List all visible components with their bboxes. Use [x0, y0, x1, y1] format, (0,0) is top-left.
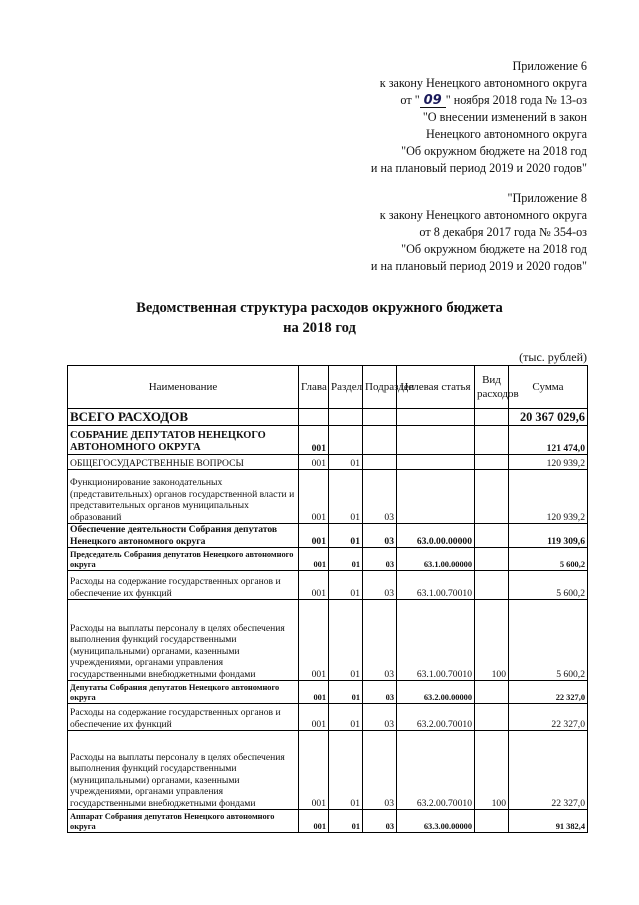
header-name: Наименование: [68, 366, 299, 409]
cell-podrazdel: [363, 455, 397, 470]
table-row: [68, 571, 588, 600]
cell-vid: [475, 524, 509, 548]
appendix-line-date: от " 09 " ноября 2018 года № 13-оз: [400, 93, 587, 108]
cell-target: 63.2.00.00000: [397, 681, 475, 704]
cell-sum: 121 474,0: [509, 426, 588, 455]
cell-sum: 119 309,6: [509, 524, 588, 548]
cell-podrazdel: [363, 426, 397, 455]
cell-razdel: 01: [329, 571, 363, 600]
cell-vid: [475, 470, 509, 524]
cell-name: Функционирование законодательных (представительных) органов государственной власти и представительных органов муниципальных образований: [68, 470, 299, 524]
cell-target: [397, 426, 475, 455]
cell-podrazdel: 03: [363, 731, 397, 810]
cell-razdel: [329, 409, 363, 426]
cell-sum: 5 600,2: [509, 600, 588, 681]
cell-vid: [475, 426, 509, 455]
cell-razdel: 01: [329, 455, 363, 470]
cell-razdel: 01: [329, 600, 363, 681]
table-row: [68, 426, 588, 455]
cell-vid: 100: [475, 731, 509, 810]
cell-target: 63.1.00.00000: [397, 548, 475, 571]
header-target: Целевая статья: [397, 366, 475, 409]
cell-vid: 100: [475, 600, 509, 681]
cell-name: ОБЩЕГОСУДАРСТВЕННЫЕ ВОПРОСЫ: [68, 455, 299, 470]
cell-glava: 001: [299, 681, 329, 704]
cell-razdel: 01: [329, 731, 363, 810]
cell-target: [397, 409, 475, 426]
cell-sum: 120 939,2: [509, 455, 588, 470]
header-sum: Сумма: [509, 366, 588, 409]
cell-podrazdel: 03: [363, 600, 397, 681]
cell-glava: 001: [299, 455, 329, 470]
appendix-line: и на плановый период 2019 и 2020 годов": [370, 161, 587, 175]
cell-target: [397, 455, 475, 470]
table-row: [68, 704, 588, 731]
cell-vid: [475, 409, 509, 426]
appendix-line: "Об окружном бюджете на 2018 год: [401, 144, 587, 158]
cell-sum: 22 327,0: [509, 681, 588, 704]
header-razdel: Раздел: [329, 366, 363, 409]
cell-podrazdel: 03: [363, 571, 397, 600]
cell-name: Аппарат Собрания депутатов Ненецкого автономного округа: [68, 810, 299, 833]
cell-target: 63.1.00.70010: [397, 571, 475, 600]
cell-podrazdel: 03: [363, 810, 397, 833]
cell-sum: 5 600,2: [509, 571, 588, 600]
table-row: [68, 600, 588, 681]
cell-vid: [475, 455, 509, 470]
cell-podrazdel: 03: [363, 470, 397, 524]
cell-razdel: 01: [329, 704, 363, 731]
appendix-line: к закону Ненецкого автономного округа: [379, 208, 587, 222]
cell-razdel: 01: [329, 548, 363, 571]
cell-razdel: 01: [329, 524, 363, 548]
table-header-row: [68, 366, 588, 409]
cell-glava: 001: [299, 731, 329, 810]
cell-podrazdel: [363, 409, 397, 426]
appendix-line: "Об окружном бюджете на 2018 год: [401, 242, 587, 256]
cell-vid: [475, 810, 509, 833]
appendix-line: Ненецкого автономного округа: [425, 127, 587, 141]
cell-name: Председатель Собрания депутатов Ненецкого автономного округа: [68, 548, 299, 571]
cell-target: 63.3.00.00000: [397, 810, 475, 833]
cell-sum: 91 382,4: [509, 810, 588, 833]
cell-sum: 20 367 029,6: [509, 409, 588, 426]
appendix-8-header: [371, 190, 587, 275]
cell-glava: 001: [299, 470, 329, 524]
cell-vid: [475, 681, 509, 704]
cell-target: 63.2.00.70010: [397, 704, 475, 731]
title-line: Ведомственная структура расходов окружного бюджета: [136, 300, 503, 316]
appendix-line: от 8 декабря 2017 года № 354-оз: [419, 225, 587, 239]
cell-vid: [475, 704, 509, 731]
appendix-line: "О внесении изменений в закон: [422, 110, 587, 124]
units-label: (тыс. рублей): [519, 350, 587, 364]
table-row: [68, 409, 588, 426]
cell-glava: 001: [299, 571, 329, 600]
cell-sum: 120 939,2: [509, 470, 588, 524]
cell-target: [397, 470, 475, 524]
cell-name: Расходы на выплаты персоналу в целях обеспечения выполнения функций государственными (муниципальными) органами, казенными учреждениями, органами управления государственными внебюджетными фондами: [68, 731, 299, 810]
cell-sum: 5 600,2: [509, 548, 588, 571]
cell-name: Обеспечение деятельности Собрания депутатов Ненецкого автономного округа: [68, 524, 299, 548]
cell-razdel: 01: [329, 470, 363, 524]
cell-razdel: [329, 426, 363, 455]
cell-podrazdel: 03: [363, 524, 397, 548]
cell-glava: 001: [299, 426, 329, 455]
cell-name: Расходы на содержание государственных органов и обеспечение их функций: [68, 571, 299, 600]
table-row: [68, 470, 588, 524]
cell-vid: [475, 571, 509, 600]
table-row: [68, 548, 588, 571]
appendix-line: Приложение 6: [512, 59, 587, 73]
cell-name: Расходы на содержание государственных органов и обеспечение их функций: [68, 704, 299, 731]
cell-glava: 001: [299, 600, 329, 681]
table-row: [68, 810, 588, 833]
cell-podrazdel: 03: [363, 548, 397, 571]
table-row: [68, 524, 588, 548]
table-row: [68, 681, 588, 704]
handwritten-day: 09: [420, 94, 446, 108]
cell-target: 63.0.00.00000: [397, 524, 475, 548]
cell-glava: 001: [299, 810, 329, 833]
document-title: [0, 298, 639, 338]
header-podrazdel: Подраздел: [363, 366, 397, 409]
title-line: на 2018 год: [283, 320, 356, 336]
appendix-line: к закону Ненецкого автономного округа: [379, 76, 587, 90]
expenditure-table: [67, 365, 588, 833]
table-row: [68, 731, 588, 810]
header-glava: Глава: [299, 366, 329, 409]
cell-glava: 001: [299, 548, 329, 571]
cell-name: СОБРАНИЕ ДЕПУТАТОВ НЕНЕЦКОГО АВТОНОМНОГО ОКРУГА: [68, 426, 299, 455]
appendix-line: "Приложение 8: [507, 191, 587, 205]
cell-glava: 001: [299, 704, 329, 731]
cell-sum: 22 327,0: [509, 731, 588, 810]
cell-name: Расходы на выплаты персоналу в целях обеспечения выполнения функций государственными (муниципальными) органами, казенными учреждениями, органами управления государственными внебюджетными фондами: [68, 600, 299, 681]
cell-target: 63.2.00.70010: [397, 731, 475, 810]
appendix-line: и на плановый период 2019 и 2020 годов": [370, 259, 587, 273]
cell-razdel: 01: [329, 810, 363, 833]
cell-name: Депутаты Собрания депутатов Ненецкого автономного округа: [68, 681, 299, 704]
cell-glava: 001: [299, 524, 329, 548]
cell-vid: [475, 548, 509, 571]
header-vid: Вид расходов: [475, 366, 509, 409]
table-row: [68, 455, 588, 470]
cell-target: 63.1.00.70010: [397, 600, 475, 681]
cell-podrazdel: 03: [363, 704, 397, 731]
cell-name: ВСЕГО РАСХОДОВ: [68, 409, 299, 426]
cell-sum: 22 327,0: [509, 704, 588, 731]
cell-podrazdel: 03: [363, 681, 397, 704]
cell-razdel: 01: [329, 681, 363, 704]
appendix-6-header: [371, 58, 587, 177]
cell-glava: [299, 409, 329, 426]
